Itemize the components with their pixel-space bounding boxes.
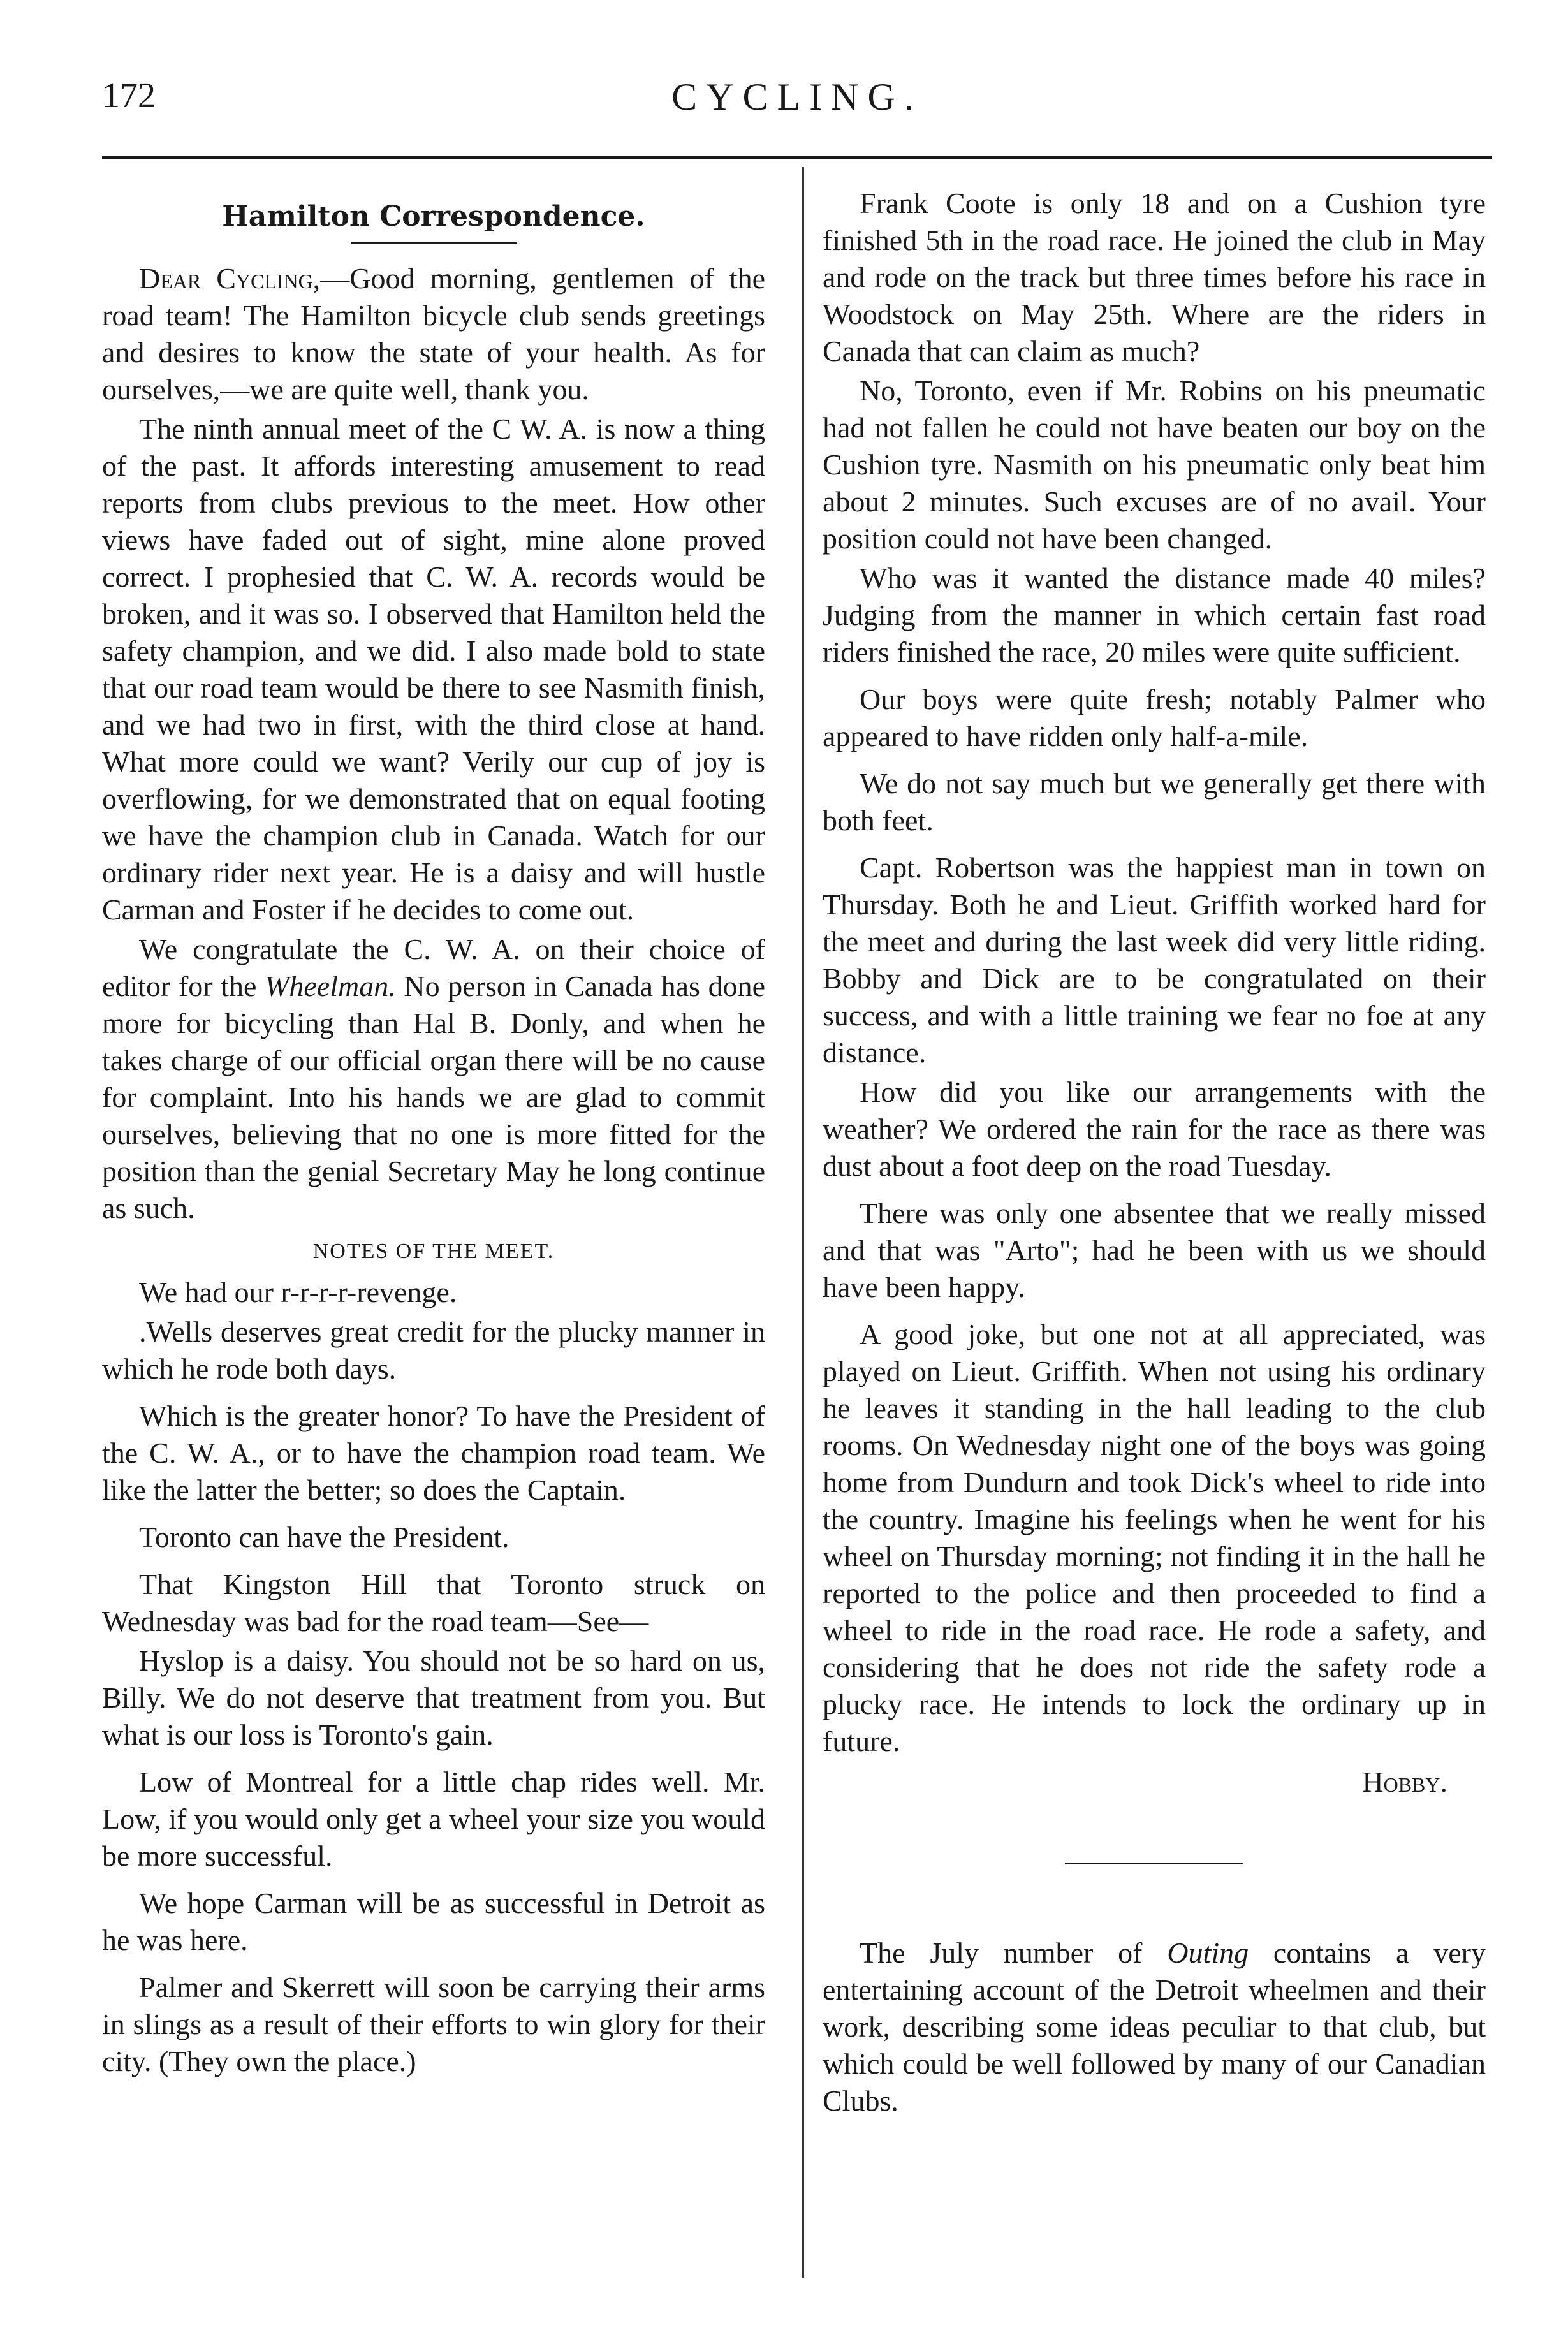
- note-item: Low of Montreal for a little chap rides well. Mr. Low, if you would only get a wheel your size you would be more successful.: [102, 1766, 765, 1872]
- column-divider: [802, 167, 804, 2278]
- article-paragraph: There was only one absentee that we really missed and that was "Arto"; had he been with us we should have been happy.: [823, 1197, 1486, 1303]
- article-paragraph: Who was it wanted the distance made 40 miles? Judging from the manner in which certain fast road riders finished the race, 20 miles were quite sufficient.: [823, 562, 1486, 668]
- salutation: Dear Cycling,: [139, 262, 321, 295]
- header-rule: [102, 156, 1492, 159]
- opening-paragraph: [102, 260, 765, 408]
- note-item: We had our r-r-r-r-revenge.: [139, 1276, 457, 1308]
- page-number: 172: [102, 76, 156, 115]
- editor-text-a: We congratulate the C. W. A. on their choice of editor for the: [102, 933, 765, 1002]
- article-paragraph: Capt. Robertson was the happiest man in town on Thursday. Both he and Lieut. Griffith worked hard for the meet and during the last week did very little riding. Bobby and Dick are to be congratulated on their success, and with a little training we fear no foe at any distance.: [823, 851, 1486, 1069]
- title-rule: [351, 242, 517, 244]
- article-paragraph: No, Toronto, even if Mr. Robins on his pneumatic had not fallen he could not have beaten our boy on the Cushion tyre. Nasmith on his pneumatic only beat him about 2 minutes. Such excuses are of no avail. Your position could not have been changed.: [823, 374, 1486, 555]
- note-item: Hyslop is a daisy. You should not be so hard on us, Billy. We do not deserve that treatment from you. But what is our loss is Toronto's gain.: [102, 1644, 765, 1751]
- notes-heading: NOTES OF THE MEET.: [312, 1240, 555, 1263]
- note-item: Which is the greater honor? To have the President of the C. W. A., or to have the champion road team. We like the latter the better; so does the Captain.: [102, 1400, 765, 1506]
- notice-text-b: contains a very entertaining account of the Detroit wheelmen and their work, describing some ideas peculiar to that club, but which could be well followed by many of our Canadian Clubs.: [823, 1936, 1486, 2117]
- running-title: CYCLING.: [671, 76, 923, 118]
- left-column: [102, 185, 765, 2082]
- section-rule: [1065, 1863, 1243, 1864]
- signature: Hobby.: [1362, 1766, 1447, 1798]
- magazine-name: Outing: [1167, 1936, 1249, 1969]
- article-paragraph: Our boys were quite fresh; notably Palmer who appeared to have ridden only half-a-mile.: [823, 683, 1486, 752]
- note-item: That Kingston Hill that Toronto struck on Wednesday was bad for the road team—See—: [102, 1568, 765, 1637]
- article-paragraph: A good joke, but one not at all appreciated, was played on Lieut. Griffith. When not using his ordinary he leaves it standing in the hall leading to the club rooms. On Wednesday night one of the boys was going home from Dundurn and took Dick's wheel to ride into the country. Imagine his feelings when he went for his wheel on Thursday morning; not finding it in the hall he reported to the police and then proceeded to find a wheel to ride in the road race. He rode a safety, and considering that he does not ride the safety rode a plucky race. He intends to lock the ordinary up in future.: [823, 1318, 1486, 1757]
- publication-name: Wheelman.: [265, 970, 396, 1002]
- opening-text: —Good morning, gentlemen of the road team! The Hamilton bicycle club sends greetings and desires to know the state of your health. As for ourselves,—we are quite well, thank you.: [102, 262, 765, 406]
- meet-paragraph: The ninth annual meet of the C W. A. is now a thing of the past. It affords interesting amusement to read reports from clubs previous to the meet. How other views have faded out of sight, mine alone proved correct. I prophesied that C. W. A. records would be broken, and it was so. I observed that Hamilton held the safety champion, and we did. I also made bold to state that our road team would be there to see Nasmith finish, and we had two in first, with the third close at hand. What more could we want? Verily our cup of joy is overflowing, for we demonstrated that on equal footing we have the champion club in Canada. Watch for our ordinary rider next year. He is a daisy and will hustle Carman and Foster if he decides to come out.: [102, 413, 765, 926]
- note-item: Palmer and Skerrett will soon be carrying their arms in slings as a result of their efforts to win glory for their city. (They own the place.): [102, 1971, 765, 2077]
- article-paragraph: Frank Coote is only 18 and on a Cushion tyre finished 5th in the road race. He joined the club in May and rode on the track but three times before his race in Woodstock on May 25th. Where are the riders in Canada that can claim as much?: [823, 187, 1486, 367]
- article-paragraph: How did you like our arrangements with the weather? We ordered the rain for the race as there was dust about a foot deep on the road Tuesday.: [823, 1076, 1486, 1182]
- right-column: [823, 185, 1486, 2122]
- editor-paragraph: [102, 931, 765, 1227]
- note-item: We hope Carman will be as successful in Detroit as he was here.: [102, 1887, 765, 1956]
- article-title: Hamilton Correspondence.: [222, 200, 645, 233]
- article-paragraph: We do not say much but we generally get there with both feet.: [823, 767, 1486, 837]
- notice-text-a: The July number of: [860, 1936, 1168, 1969]
- note-item: Toronto can have the President.: [139, 1521, 509, 1553]
- outing-notice: [823, 1935, 1486, 2119]
- page-header: [102, 75, 1492, 133]
- note-item: .Wells deserves great credit for the plucky manner in which he rode both days.: [102, 1315, 765, 1385]
- editor-text-b: No person in Canada has done more for bicycling than Hal B. Donly, and when he takes charge of our official organ there will be no cause for complaint. Into his hands we are glad to commit ourselves, believing that no one is more fitted for the position than the genial Secretary May he long continue as such.: [102, 970, 765, 1224]
